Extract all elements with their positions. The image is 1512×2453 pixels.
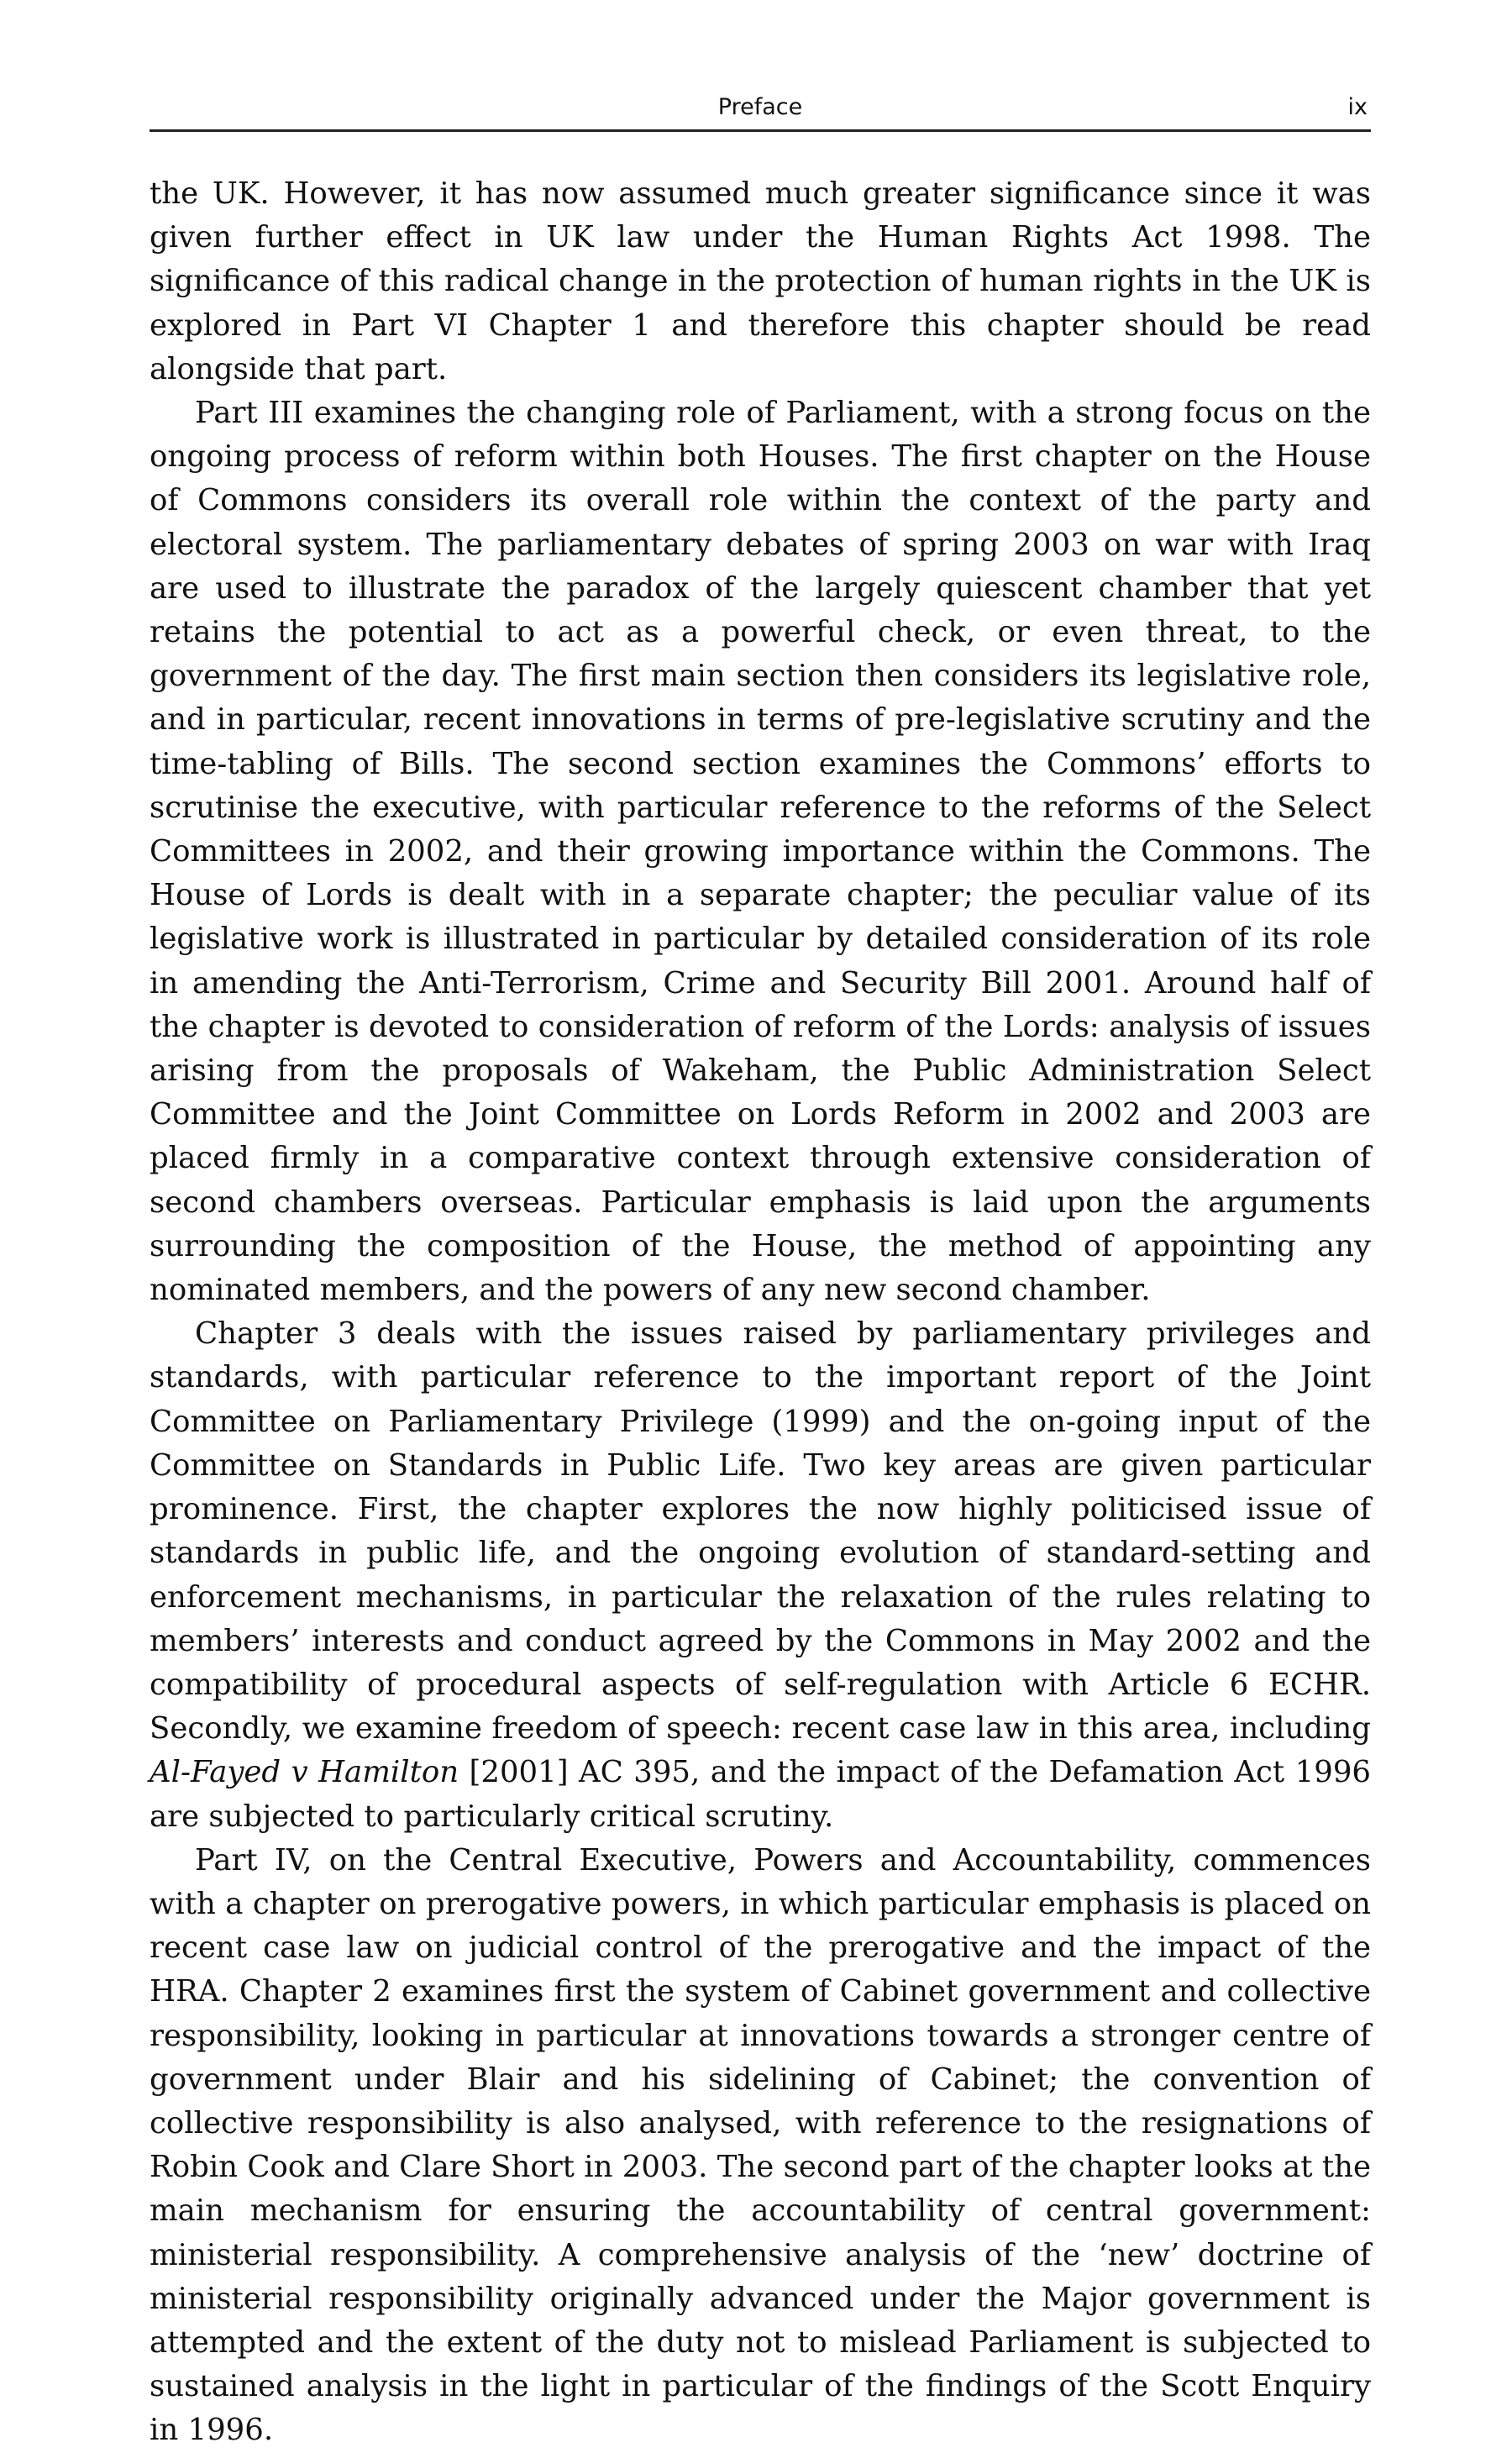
document-page — [150, 0, 1371, 2448]
paragraph-part-iii: Part III examines the changing role of Parliament, with a strong focus on the ongoing process of reform within both Houses. The first chapter on the House of Commons considers its overall role within the context of the party and electoral system. The parliamentary debates of spring 2003 on war with Iraq are used to illustrate the paradox of the largely quiescent chamber that yet retains the potential to act as a powerful check, or even threat, to the government of the day. The first main section then considers its legislative role, and in particular, recent innovations in terms of pre-legislative scrutiny and the time-tabling of Bills. The second section examines the Commons’ efforts to scrutinise the executive, with particular reference to the reforms of the Select Committees in 2002, and their growing importance within the Commons. The House of Lords is dealt with in a separate chapter; the peculiar value of its legislative work is illustrated in particular by detailed consideration of its role in amending the Anti-Terrorism, Crime and Security Bill 2001. Around half of the chapter is devoted to consideration of reform of the Lords: analysis of issues arising from the proposals of Wakeham, the Public Administration Select Committee and the Joint Committee on Lords Reform in 2002 and 2003 are placed firmly in a comparative context through extensive consideration of second chambers overseas. Particular emphasis is laid upon the arguments surrounding the composition of the House, the method of appointing any nominated members, and the powers of any new second chamber. — [150, 396, 1371, 1308]
body-text — [150, 172, 1371, 2453]
paragraph-chapter-3-text-before: Chapter 3 deals with the issues raised by parliamentary privileges and standards, with particular reference to the important report of the Joint Committee on Parliamentary Privilege (1999) and the on-going input of the Committee on Standards in Public Life. Two key areas are given particular prominence. First, the chapter explores the now highly politicised issue of standards in public life, and the ongoing evolution of standard-setting and enforcement mechanisms, in particular the relaxation of the rules relating to members’ interests and conduct agreed by the Commons in May 2002 and the compatibility of procedural aspects of self-regulation with Article 6 ECHR. Secondly, we examine freedom of speech: recent case law in this area, including — [150, 1316, 1371, 1747]
running-header — [150, 87, 1371, 132]
page-number: ix — [1347, 94, 1368, 120]
running-header-title: Preface — [717, 94, 803, 120]
paragraph-continuation: the UK. However, it has now assumed much greater significance since it was given further effect in UK law under the Human Rights Act 1998. The significance of this radical change in the protection of human rights in the UK is explored in Part VI Chapter 1 and therefore this chapter should be read alongside that part. — [150, 176, 1371, 386]
paragraph-chapter-3-text-after: [2001] AC 395, and the impact of the Defamation Act 1996 are subjected to particularly critical scrutiny. — [150, 1755, 1371, 1834]
paragraph-part-iv: Part IV, on the Central Executive, Powers and Accountability, commences with a chapter on prerogative powers, in which particular emphasis is placed on recent case law on judicial control of the prerogative and the impact of the HRA. Chapter 2 examines first the system of Cabinet government and collective responsibility, looking in particular at innovations towards a stronger centre of government under Blair and his sidelining of Cabinet; the convention of collective responsibility is also analysed, with reference to the resignations of Robin Cook and Clare Short in 2003. The second part of the chapter looks at the main mechanism for ensuring the accountability of central government: ministerial responsibility. A comprehensive analysis of the ‘new’ doctrine of ministerial responsibility originally advanced under the Major government is attempted and the extent of the duty not to mislead Parliament is subjected to sustained analysis in the light in particular of the findings of the Scott Enquiry in 1996. — [150, 1842, 1371, 2448]
paragraph-chapter-3 — [150, 1312, 1371, 1838]
case-name-citation: Al-Fayed v Hamilton — [150, 1755, 459, 1790]
